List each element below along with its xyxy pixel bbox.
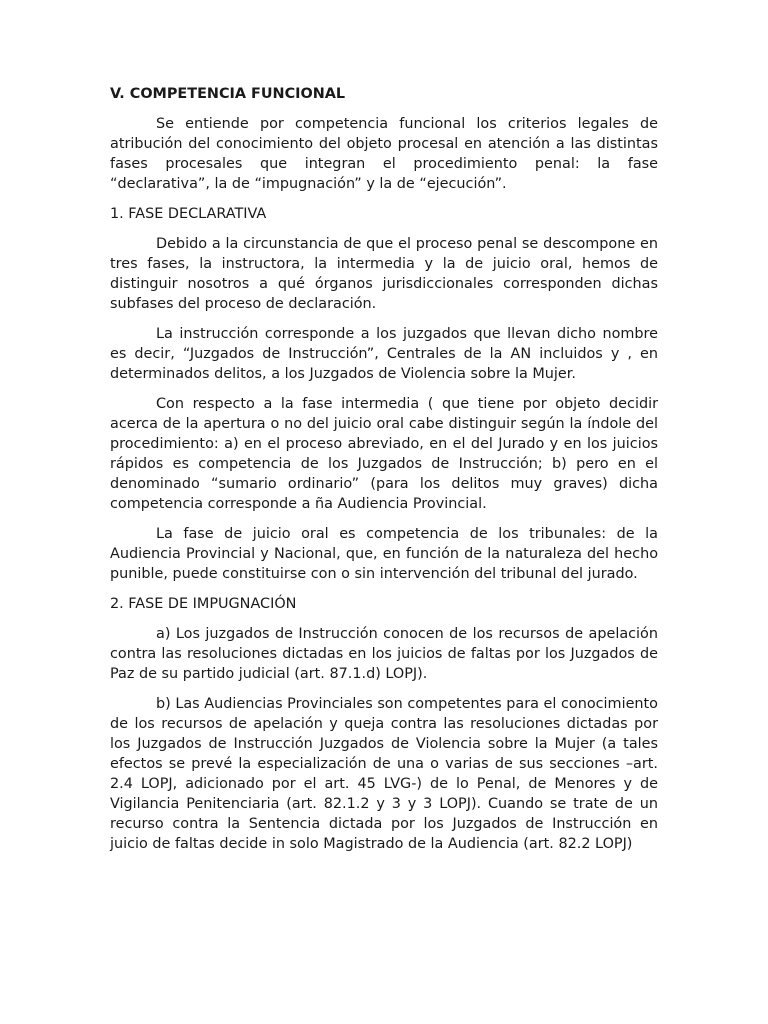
- paragraph-instruccion: La instrucción corresponde a los juzgados que llevan dicho nombre es decir, “Juzgados de Instrucción”, Centrales de la AN incluidos y , en determinados delitos, a los Juzgados de Violencia sobre la Mujer.: [110, 326, 658, 382]
- paragraph-juicio-oral: La fase de juicio oral es competencia de los tribunales: de la Audiencia Provincial y Nacional, que, en función de la naturaleza del hecho punible, puede constituirse con o sin intervención del tribunal del jurado.: [110, 526, 658, 582]
- section-heading-fase-declarativa: 1. FASE DECLARATIVA: [110, 206, 267, 222]
- paragraph-juzgados-instruccion: a) Los juzgados de Instrucción conocen de los recursos de apelación contra las resoluciones dictadas en los juicios de faltas por los Juzgados de Paz de su partido judicial (art. 87.1.d) LOPJ).: [110, 626, 658, 682]
- paragraph-audiencias-provinciales: b) Las Audiencias Provinciales son competentes para el conocimiento de los recursos de apelación y queja contra las resoluciones dictadas por los Juzgados de Instrucción Juzgados de Violencia sobre la Mujer (a tales efectos se prevé la especialización de una o varias de sus secciones –art. 2.4 LOPJ, adicionado por el art. 45 LVG-) de lo Penal, de Menores y de Vigilancia Penitenciaria (art. 82.1.2 y 3 y 3 LOPJ). Cuando se trate de un recurso contra la Sentencia dictada por los Juzgados de Instrucción en juicio de faltas decide in solo Magistrado de la Audiencia (art. 82.2 LOPJ): [110, 696, 658, 852]
- section-heading-fase-impugnacion: 2. FASE DE IMPUGNACIÓN: [110, 596, 297, 612]
- intro-paragraph: Se entiende por competencia funcional los criterios legales de atribución del conocimiento del objeto procesal en atención a las distintas fases procesales que integran el procedimiento penal: la fase “declarativa”, la de “impugnación” y la de “ejecución”.: [110, 116, 658, 192]
- paragraph-fases-proceso: Debido a la circunstancia de que el proceso penal se descompone en tres fases, la instructora, la intermedia y la de juicio oral, hemos de distinguir nosotros a qué órganos jurisdiccionales corresponden dichas subfases del proceso de declaración.: [110, 236, 658, 312]
- paragraph-fase-intermedia: Con respecto a la fase intermedia ( que tiene por objeto decidir acerca de la apertura o no del juicio oral cabe distinguir según la índole del procedimiento: a) en el proceso abreviado, en el del Jurado y en los juicios rápidos es competencia de los Juzgados de Instrucción; b) pero en el denominado “sumario ordinario” (para los delitos muy graves) dicha competencia corresponde a ña Audiencia Provincial.: [110, 396, 658, 512]
- document-title: V. COMPETENCIA FUNCIONAL: [110, 86, 346, 102]
